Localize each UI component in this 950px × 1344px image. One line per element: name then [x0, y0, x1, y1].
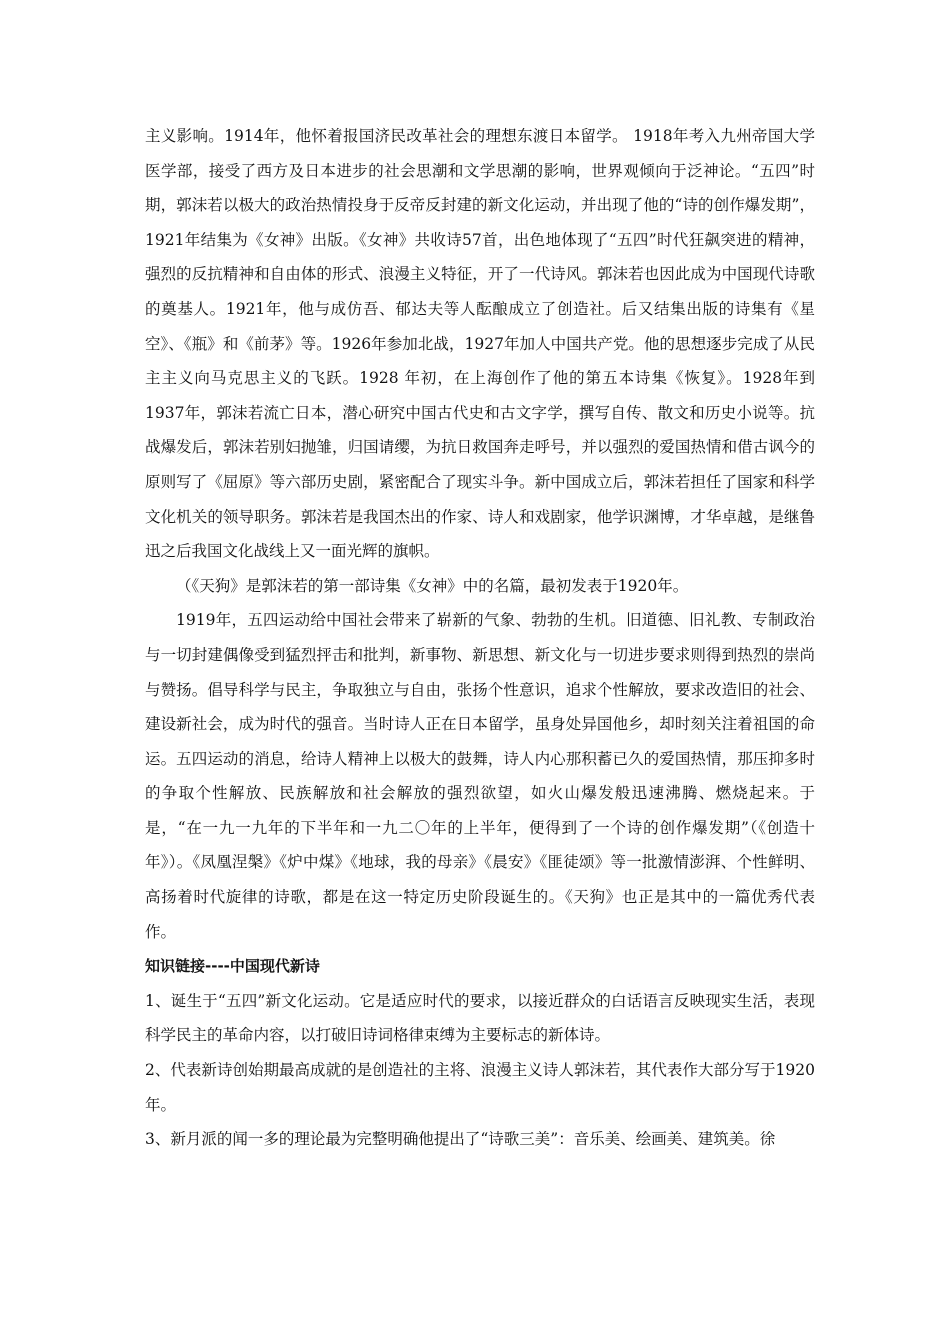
list-item-1: 1、诞生于“五四”新文化运动。它是适应时代的要求，以接近群众的白话语言反映现实生活，表现科学民主的革命内容，以打破旧诗词格律束缚为主要标志的新体诗。: [145, 991, 815, 1045]
intro-paragraph: （《天狗》是郭沫若的第一部诗集《女神》中的名篇，最初发表于1920年。: [176, 576, 689, 595]
document-body: [145, 119, 815, 1157]
background-paragraph: 1919年，五四运动给中国社会带来了崭新的气象、勃勃的生机。旧道德、旧礼教、专制政治与一切封建偶像受到猛烈抨击和批判，新事物、新思想、新文化与一切进步要求则得到热烈的崇尚与赞扬。倡导科学与民主，争取独立与自由，张扬个性意识，追求个性解放，要求改造旧的社会、建设新社会，成为时代的强音。当时诗人正在日本留学，虽身处异国他乡，却时刻关注着祖国的命运。五四运动的消息，给诗人精神上以极大的鼓舞，诗人内心那积蓄已久的爱国热情，那压抑多时的争取个性解放、民族解放和社会解放的强烈欲望，如火山爆发般迅速沸腾、燃烧起来。于是，“在一九一九年的下半年和一九二〇年的上半年，便得到了一个诗的创作爆发期”（《创造十年》）。《凤凰涅槃》《炉中煤》《地球，我的母亲》《晨安》《匪徒颂》等一批激情澎湃、个性鲜明、高扬着时代旋律的诗歌，都是在这一特定历史阶段诞生的。《天狗》也正是其中的一篇优秀代表作。: [145, 611, 815, 941]
section-heading: 知识链接----中国现代新诗: [145, 957, 320, 976]
list-item-3: 3、新月派的闻一多的理论最为完整明确他提出了“诗歌三美”：音乐美、绘画美、建筑美。徐: [145, 1130, 776, 1149]
biography-paragraph: 主义影响。1914年，他怀着报国济民改革社会的理想东渡日本留学。 1918年考入九州帝国大学医学部，接受了西方及日本进步的社会思潮和文学思潮的影响，世界观倾向于泛神论。“五四”时期，郭沫若以极大的政治热情投身于反帝反封建的新文化运动，并出现了他的“诗的创作爆发期”，1921年结集为《女神》出版。《女神》共收诗57首，出色地体现了“五四”时代狂飙突进的精神，强烈的反抗精神和自由体的形式、浪漫主义特征，开了一代诗风。郭沫若也因此成为中国现代诗歌的奠基人。1921年，他与成仿吾、郁达夫等人酝酿成立了创造社。后又结集出版的诗集有《星空》、《瓶》和《前茅》等。1926年参加北战，1927年加人中国共产党。他的思想逐步完成了从民主主义向马克思主义的飞跃。1928 年初，在上海创作了他的第五本诗集《恢复》。1928年到1937年，郭沫若流亡日本，潜心研究中国古代史和古文字学，撰写自传、散文和历史小说等。抗战爆发后，郭沫若别妇抛雏，归国请缨，为抗日救国奔走呼号，并以强烈的爱国热情和借古讽今的原则写了《屈原》等六部历史剧，紧密配合了现实斗争。新中国成立后，郭沫若担任了国家和科学文化机关的领导职务。郭沫若是我国杰出的作家、诗人和戏剧家，他学识渊博，才华卓越，是继鲁迅之后我国文化战线上又一面光辉的旗帜。: [145, 127, 815, 561]
list-item-2: 2、代表新诗创始期最高成就的是创造社的主将、浪漫主义诗人郭沫若，其代表作大部分写于1920年。: [145, 1061, 815, 1114]
